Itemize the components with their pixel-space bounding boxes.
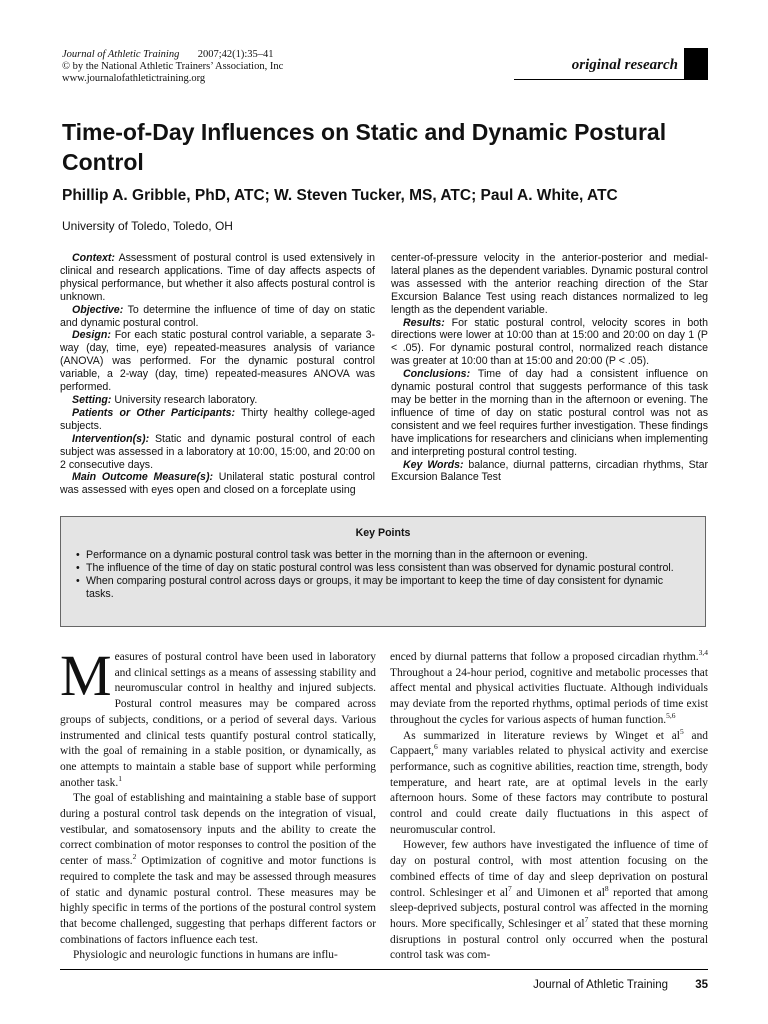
key-point-item: • The influence of the time of day on static postural control was less consistent than was observed for dynamic postural control. — [85, 562, 691, 575]
abstract-objective — [60, 304, 375, 330]
journal-website: www.journalofathletictraining.org — [62, 73, 206, 84]
keywords-text: balance, diurnal patterns, circadian rhythms, Star Excursion Balance Test — [391, 458, 708, 484]
reference-marker: 1 — [118, 773, 122, 783]
abstract-results — [391, 317, 708, 369]
footer-journal-name: Journal of Athletic Training — [533, 979, 668, 991]
abstract-setting — [60, 394, 375, 407]
body-column-left — [60, 643, 377, 964]
article-title: Time-of-Day Influences on Static and Dynamic Postural Control — [62, 119, 667, 175]
body-paragraph-1 — [60, 643, 376, 791]
setting-label: Setting: — [72, 393, 112, 406]
journal-name: Journal of Athletic Training — [62, 49, 180, 60]
paragraph-text: The goal of establishing and maintaining a stable base of support during a postural control task depends on the integration of visual, vestibular, and somatosensory inputs and the ability to create the correct combination of motor responses to control the position of the center of mass. — [60, 792, 376, 868]
paragraph-text: enced by diurnal patterns that follow a proposed circadian rhythm. — [390, 651, 699, 663]
key-point-item: • Performance on a dynamic postural control task was better in the morning than in the afternoon or evening. — [85, 549, 691, 562]
abstract-design — [60, 329, 375, 394]
key-point-item: • When comparing postural control across days or groups, it may be important to keep the time of day consistent for dynamic tasks. — [85, 575, 691, 601]
copyright-notice: © by the National Athletic Trainers’ Association, Inc — [62, 61, 284, 72]
reference-marker: 3,4 — [698, 648, 708, 658]
paragraph-text: easures of postural control have been used in laboratory and clinical settings as a means of assessing stability and neuromuscular control in healthy and injured subjects. Postural control measures may be compared across groups of subjects, conditions, or a period of several days. Various instrumented and clinical tests quantify postural control statically, with the goal of remaining in a stable position, or dynamically, as one attempts to maintain a stable base of support while performing another task. — [60, 651, 376, 789]
paragraph-text: Throughout a 24-hour period, cognitive and metabolic processes that affect mental and physical activities fluctuate. Although individuals may deviate from the reported rhythms, optimal periods of time exist throughout the cycles for various aspects of human function. — [390, 666, 708, 726]
reference-marker: 7 — [508, 883, 512, 893]
outcome-label: Main Outcome Measure(s): — [72, 471, 214, 484]
body-paragraph-5 — [390, 838, 708, 964]
participants-label: Patients or Other Participants: — [72, 406, 236, 419]
reference-marker: 8 — [604, 883, 609, 893]
author-list: Phillip A. Gribble, PhD, ATC; W. Steven Tucker, MS, ATC; Paul A. White, ATC — [62, 187, 618, 204]
abstract-participants — [60, 407, 375, 433]
abstract-intervention — [60, 433, 375, 472]
reference-marker: 6 — [433, 742, 438, 752]
paragraph-text: and Uimonen et al — [511, 886, 605, 899]
abstract-context — [60, 252, 375, 304]
drop-cap: M — [60, 643, 112, 708]
journal-header — [62, 49, 283, 85]
setting-text: University research laboratory. — [114, 393, 258, 406]
design-text: For each static postural control variable, a separate 3-way (day, time, eye) repeated-measures analysis of variance (ANOVA) was performed. For the dynamic postural control variable, a 2-way (day, time) repeated-measures ANOVA was performed. — [60, 329, 376, 394]
context-label: Context: — [72, 252, 115, 264]
journal-citation-line — [62, 49, 283, 61]
abstract-outcome-continued: center-of-pressure velocity in the anterior-posterior and medial-lateral planes as the dependent variables. Dynamic postural control was assessed with the anterior reaching direction of the Star Excursion Balance Test using reach distances normalized to leg length as the dependent variable. — [391, 252, 708, 316]
conclusions-text: Time of day had a consistent influence on dynamic postural control that suggests performance of this task may be better in the morning than in the afternoon or evening. The influence of time of day on static postural control was not as consistent and we feel requires further investigation. These findings have implications for researchers and clinicians when implementing and interpreting postural control testing. — [391, 368, 708, 458]
results-label: Results: — [403, 316, 445, 329]
paragraph-text: As summarized in literature reviews by Winget et al — [403, 729, 680, 742]
body-paragraph-3: Physiologic and neurologic functions in humans are influ- — [73, 949, 338, 962]
paragraph-text: many variables related to physical activity and exercise performance, such as cognitive abilities, reaction time, strength, body temperature, and heart rate, are at optimal levels in the early afternoon hours. Some of these factors may contribute to postural control and could create daily fluctuations in this aspect of neuromuscular control. — [390, 745, 708, 836]
paragraph-text: reported that among sleep-deprived subjects, postural control was affected in the morning hours. More specifically, Schlesinger et al — [390, 886, 708, 930]
paragraph-text: However, few authors have investigated the influence of time of day on postural control, with most attention focusing on the combined effects of time of day and sleep deprivation on postural control. Schlesinger et al — [390, 839, 708, 899]
key-points-title: Key Points — [355, 527, 411, 539]
participants-text: Thirty healthy college-aged subjects. — [60, 406, 375, 432]
abstract-conclusions — [391, 368, 708, 458]
results-text: For static postural control, velocity scores in both directions were lower at 10:00 than at 15:00 and 20:00 on day 1 (P < .05). For dynamic postural control, normalized reach distance was greater at 10:00 than at 15:00 and 20:00 (P < .05). — [391, 316, 708, 368]
key-points-list — [61, 549, 705, 601]
page-number: 35 — [695, 979, 708, 991]
reference-marker: 2 — [132, 852, 137, 862]
citation: 2007;42(1):35–41 — [197, 49, 274, 60]
abstract-column-left — [60, 252, 375, 497]
footer-rule — [60, 969, 708, 970]
conclusions-label: Conclusions: — [403, 368, 471, 381]
key-points-box — [60, 516, 706, 627]
keywords-label: Key Words: — [403, 458, 464, 471]
paragraph-text: stated that these morning disruptions in postural control only occurred when the postural control task was com- — [390, 917, 708, 962]
section-rule — [514, 79, 690, 80]
abstract-keywords — [391, 459, 708, 485]
paragraph-text: and Cappaert, — [390, 729, 709, 758]
objective-text: To determine the influence of time of day on static and dynamic postural control. — [60, 303, 375, 329]
body-column-right — [390, 650, 708, 964]
intervention-text: Static and dynamic postural control of each subject was assessed in a laboratory at 10:00, 15:00, and 20:00 on 2 consecutive days. — [60, 432, 375, 471]
outcome-text: Unilateral static postural control was assessed with eyes open and closed on a forceplate using — [60, 471, 375, 497]
reference-marker: 5,6 — [666, 711, 676, 721]
reference-marker: 5 — [679, 726, 684, 736]
body-paragraph-3-continued — [390, 650, 708, 729]
section-label — [514, 48, 708, 80]
context-text: Assessment of postural control is used extensively in clinical and research applications. Time of day affects aspects of physical performance, but whether it also affects postural control is unknown. — [60, 252, 376, 303]
section-marker-bar — [684, 48, 708, 80]
paragraph-text: Optimization of cognitive and motor functions is required to complete the task and may be assessed through measures of static and dynamic postural control. These measures may be highly specific in terms of the portions of the postural control system that become challenged, suggesting that perhaps different factors or combinations of factors influence each test. — [60, 855, 377, 946]
body-paragraph-2 — [60, 791, 376, 948]
objective-label: Objective: — [72, 303, 124, 316]
reference-marker: 7 — [584, 915, 589, 925]
design-label: Design: — [72, 329, 111, 342]
abstract-column-right — [391, 252, 708, 484]
abstract-outcome — [60, 471, 375, 497]
body-paragraph-4 — [390, 726, 709, 839]
intervention-label: Intervention(s): — [72, 432, 150, 445]
affiliation: University of Toledo, Toledo, OH — [62, 219, 233, 233]
section-name: original research — [571, 57, 678, 73]
